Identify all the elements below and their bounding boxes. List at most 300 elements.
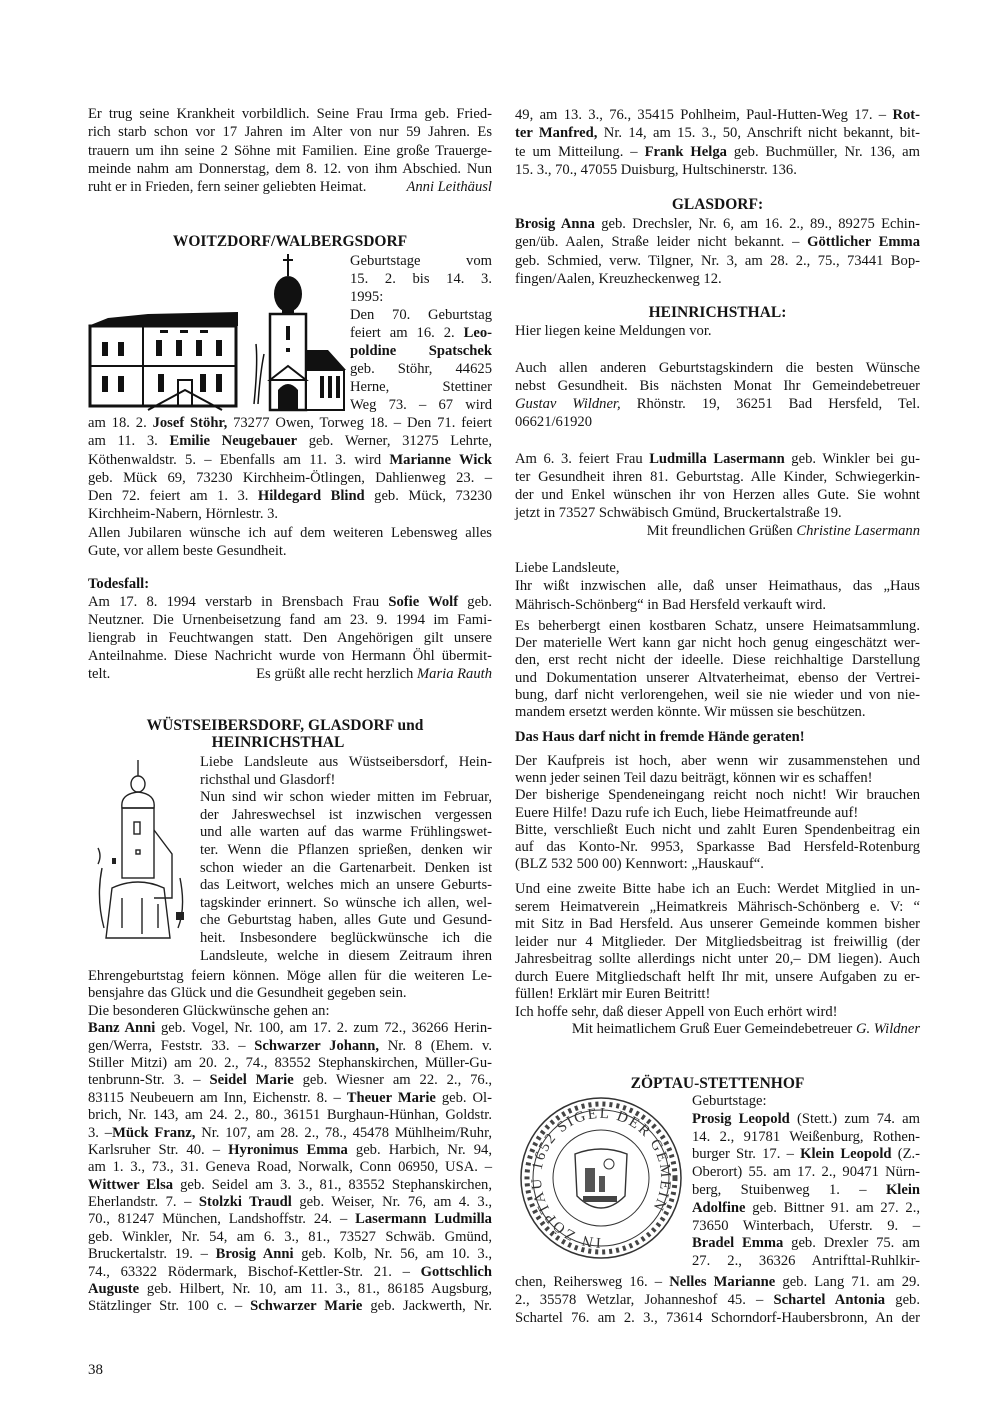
bold-name: Hildegard Blind xyxy=(257,488,365,505)
text-run: Mit heimatlichem Gruß Euer Gemeindebetreuer xyxy=(571,1021,856,1037)
text-line xyxy=(515,359,920,377)
heading-line-2: HEINRICHSTHAL xyxy=(211,734,345,751)
text-line xyxy=(350,288,492,306)
bold-name: Schartel Antonia xyxy=(773,1292,886,1308)
text-line xyxy=(515,215,920,233)
text-line xyxy=(350,342,492,360)
church-tower-sketch xyxy=(92,758,197,943)
text-run: Ich hoffe sehr, daß dieser Appell von Euch erhört wird! xyxy=(515,1003,838,1020)
text-run: bensjahre das Glück und die Gesundheit gegeben sein. xyxy=(88,985,407,1002)
text-line xyxy=(88,1194,492,1211)
text-line xyxy=(88,1229,492,1246)
text-line xyxy=(515,687,920,704)
text-run: Jahresbeitrag sollte allerdings nicht unter 20,– DM liegen). Auch xyxy=(515,951,920,967)
text-line xyxy=(515,770,920,787)
text-line xyxy=(692,1200,920,1218)
zoeptau-birthdays xyxy=(515,1273,920,1327)
text-run: ter. Wenn die Pflanzen sprießen, denken wir xyxy=(200,841,492,858)
text-line xyxy=(200,754,492,772)
section-heading-heinrichsthal: HEINRICHSTHAL: xyxy=(648,304,787,321)
text-run: Herne, Stettiner xyxy=(350,379,492,395)
text-line xyxy=(515,395,920,413)
bold-name: Brosig Anni xyxy=(215,1246,294,1263)
text-run: Ehrengeburtstag feiern können. Möge allen für die weiteren Le- xyxy=(88,968,492,984)
signature xyxy=(647,522,920,540)
text-line xyxy=(88,1125,492,1142)
text-run: meinde nahm am Donnerstag, dem 8. 12. von ihm Abschied. Nun xyxy=(88,160,492,177)
text-run: (Z.- xyxy=(891,1146,921,1163)
text-line xyxy=(88,593,492,611)
appeal-subheading: Das Haus darf nicht in fremde Hände geraten! xyxy=(515,729,805,745)
text-run: ruht er in Frieden, fern seiner geliebten Heimat. xyxy=(88,179,367,196)
text-run: und alle warten auf das warme Frühlingswet- xyxy=(200,824,492,841)
text-run: Es grüßt alle recht herzlich xyxy=(256,666,417,683)
text-run: chen, Reihersweg 16. – xyxy=(515,1274,670,1290)
text-line xyxy=(692,1111,920,1129)
text-run: der und Enkel wünschen ihr von Herzen alles Gute. Sie wohnt xyxy=(515,487,920,503)
text-run: Weg 73. – 67 wird xyxy=(350,397,492,413)
heinrichsthal-text xyxy=(515,322,920,340)
text-run: füllen! Erklärt mir Euren Beitritt! xyxy=(515,986,711,1002)
text-line xyxy=(350,324,492,342)
text-run: Mährisch-Schönberg“ in Bad Hersfeld verkauft wird. xyxy=(515,596,826,613)
text-run: Und eine zweite Bitte habe ich an Euch: Werdet Mitglied in un- xyxy=(515,881,920,897)
text-run: Er trug seine Krankheit vorbildlich. Seine Frau Irma geb. Fried- xyxy=(88,106,492,122)
text-run: 15. 2. bis 14. 3. xyxy=(350,271,492,287)
text-line xyxy=(200,789,492,807)
woitzdorf-birthday-lines xyxy=(88,414,492,560)
text-line xyxy=(88,1003,492,1020)
text-run: 27. 2., 36326 Antrifttal-Ruhlkir- xyxy=(692,1253,920,1270)
text-line xyxy=(515,1021,920,1039)
text-line xyxy=(88,524,492,542)
text-run: Mit freundlichen Grüßen xyxy=(646,523,797,539)
text-run: leider nur 4 Mitglieder. Der Mitgliedsbeitrag ist freiwillig (der xyxy=(515,933,920,950)
text-run: am 18. 2. xyxy=(88,415,153,431)
text-line xyxy=(200,842,492,860)
text-line xyxy=(200,930,492,948)
page-number: 38 xyxy=(88,1362,103,1378)
signature xyxy=(572,1021,920,1039)
village-building-church-illustration xyxy=(88,254,346,412)
text-run: Stiller Mitzi) am 20. 2., 74., 83552 Stephanskirchen, Müller-Gu- xyxy=(88,1054,492,1071)
wuestseibersdorf-greeting xyxy=(200,754,492,965)
text-run: 3. – xyxy=(88,1124,113,1141)
text-run: 74., 63322 Rödermark, Bischof-Kettler-Str. 21. – xyxy=(88,1263,421,1280)
text-run: Schartel 76. am 2. 3., 73614 Schorndorf-Haubersbronn, An der xyxy=(515,1310,920,1326)
text-line xyxy=(88,1159,492,1176)
bold-name: Wittwer Elsa xyxy=(88,1176,174,1193)
text-line xyxy=(200,895,492,913)
closing-wishes xyxy=(515,359,920,431)
text-run: geb. Drechsler, Nr. 6, am 16. 2., 89., 89275 Echin- xyxy=(594,216,920,232)
glasdorf-birthdays xyxy=(515,215,920,288)
text-run: Landsleute, welche in diesem Zeitraum ihren xyxy=(200,947,492,964)
text-run: Auch allen anderen Geburtstagskindern die besten Wünsche xyxy=(515,360,920,376)
text-run: Anteilnahme. Diese Nachricht wurde von Hermann Öhl übermit- xyxy=(88,648,492,665)
text-run: geb. Stöhr, 44625 xyxy=(350,361,492,377)
text-line xyxy=(515,805,920,822)
text-run: nebst Gesundheit. Bis nächsten Monat Ihr Gemeindebetreuer xyxy=(515,378,920,394)
heading-line-1: WÜSTSEIBERSDORF, GLASDORF und xyxy=(146,717,424,734)
text-line xyxy=(515,652,920,669)
text-run: geb. Bittner 91. am 27. 2., xyxy=(745,1199,920,1216)
text-line xyxy=(88,487,492,505)
bold-name: Prosig Leopold xyxy=(692,1110,790,1127)
text-run: Oberort) 55. am 17. 2., 90471 Nürn- xyxy=(692,1164,920,1181)
text-run: telt. xyxy=(88,666,111,683)
text-run: geb. Winkler, Nr. 54, am 6. 3., 81., 73527 Schwäb. Gmünd, xyxy=(88,1228,492,1245)
text-line xyxy=(515,839,920,856)
text-line xyxy=(515,635,920,652)
text-run: geb. Vogel, Nr. 100, am 17. 2. zum 72., 36266 Herin- xyxy=(155,1020,493,1037)
text-line xyxy=(515,124,920,142)
text-run: gen/üb. Aalen, Straße leider nicht bekannt. – xyxy=(515,234,808,251)
text-line xyxy=(515,934,920,952)
bold-name: Sofie Wolf xyxy=(388,594,459,611)
text-line xyxy=(88,105,492,123)
text-run: Eherlandstr. 7. – xyxy=(88,1194,199,1211)
text-run: Nr. 107, am 28. 2., 78., 45478 Mühlheim/Ruhr, xyxy=(195,1124,493,1141)
text-run: Nun sind wir schon wieder mitten im Februar, xyxy=(200,789,492,806)
todesfall-section xyxy=(88,575,492,683)
text-line xyxy=(200,877,492,895)
text-run: te um Mitteilung. – xyxy=(515,143,645,160)
bold-name: Auguste xyxy=(88,1281,140,1298)
text-run: Nr. 14, am 15. 3., 50, Anschrift nicht bekannt, bit- xyxy=(597,125,921,142)
text-line xyxy=(692,1235,920,1253)
text-run: (Stett.) zum 74. am xyxy=(789,1110,920,1127)
text-run: feiert am 16. 2. xyxy=(350,325,464,341)
text-line xyxy=(350,360,492,378)
text-line xyxy=(515,161,920,179)
text-line xyxy=(515,468,920,486)
text-line xyxy=(692,1129,920,1147)
text-line xyxy=(515,670,920,687)
text-run: geb. Jackwerth, Nr. xyxy=(362,1298,493,1315)
text-line xyxy=(200,772,492,790)
seal-lettering: IN ZÖPTAU 1652 SIGEL DER GEMEIN xyxy=(528,1105,674,1251)
text-run: Kirchheim-Nabern, Hörnlestr. 3. xyxy=(88,506,279,523)
text-line xyxy=(515,969,920,987)
bold-name: ter Manfred, xyxy=(515,125,598,142)
text-line xyxy=(515,787,920,804)
text-line xyxy=(88,451,492,469)
text-line xyxy=(515,951,920,969)
text-line xyxy=(515,899,920,917)
appeal-subheading-block xyxy=(515,728,920,746)
text-line xyxy=(515,1273,920,1291)
text-run: Gute, vor allem beste Gesundheit. xyxy=(88,543,287,560)
section-heading-zoeptau: ZÖPTAU-STETTENHOF xyxy=(630,1075,805,1092)
bold-name: Nelles Marianne xyxy=(669,1274,776,1290)
text-run: tagskinder erinnert. So wünsche ich allen, wel- xyxy=(200,894,492,911)
text-line xyxy=(515,704,920,721)
text-line xyxy=(88,1264,492,1281)
bold-name: Banz Anni xyxy=(88,1020,156,1037)
text-run: geb. Winkler bei gu- xyxy=(784,451,920,467)
text-run: Der Kaufpreis ist hoch, aber wenn wir zusammenstehen und xyxy=(515,753,920,769)
text-line xyxy=(515,270,920,288)
text-run: heit. Insbesondere beglückwünsche ich die xyxy=(200,929,492,946)
text-run: geb. xyxy=(458,594,492,611)
text-run: 15. 3., 70., 47055 Duisburg, Hultschinerstr. 136. xyxy=(515,161,797,178)
text-run: durch Euere Mitgliedschaft helft Ihr mit, unsere Aufgaben zu er- xyxy=(515,968,920,985)
text-line xyxy=(200,912,492,930)
text-line xyxy=(515,881,920,899)
text-run: schon wieder an die Gartenarbeit. Denken ist xyxy=(200,859,492,876)
text-line xyxy=(515,143,920,161)
text-run: bung, darf nicht verlorengehen, weil sie nie wieder und von nie- xyxy=(515,686,920,703)
text-line xyxy=(515,1309,920,1327)
text-run: geb. Wiesner am 22. 2., 76., xyxy=(293,1072,492,1089)
line-text xyxy=(88,178,366,196)
text-run: 49, am 13. 3., 76., 35415 Pohlheim, Paul-Hutten-Weg 17. – xyxy=(515,107,893,123)
text-line xyxy=(515,1291,920,1309)
text-run: Die besonderen Glückwünsche gehen an: xyxy=(88,1002,330,1019)
text-run: geb. Weiser, Nr. 76, am 4. 3., xyxy=(291,1194,492,1211)
appeal-donation xyxy=(515,753,920,873)
text-line xyxy=(515,504,920,522)
text-run: Bitte, verschließt Euch nicht und zahlt Euren Spendenbeitrag ein xyxy=(515,821,920,838)
text-line xyxy=(88,1211,492,1228)
text-run: geb. Mück, 73230 xyxy=(364,488,492,505)
text-run: geb. Ol- xyxy=(435,1089,492,1106)
signature xyxy=(406,178,492,196)
text-line xyxy=(88,1281,492,1298)
woitzdorf-birthdays xyxy=(88,414,492,560)
text-run: trauern um ihn seine 2 Söhne mit Familien. Eine große Trauerge- xyxy=(88,142,492,159)
text-run: Bruckertalstr. 19. – xyxy=(88,1246,216,1263)
text-line xyxy=(88,469,492,487)
wuestseibersdorf-birthdays xyxy=(88,968,492,1316)
text-run: berg, Stuibenweg 1. – xyxy=(692,1181,886,1198)
text-run: am 11. 3. xyxy=(88,433,170,450)
text-line xyxy=(350,306,492,324)
text-run: jetzt in 73527 Schwäbisch Gmünd, Bruckertalstraße 19. xyxy=(515,505,842,521)
text-line xyxy=(515,559,920,577)
text-line xyxy=(88,123,492,141)
text-run: Liebe Landsleute aus Wüstseibersdorf, Hein- xyxy=(200,754,492,770)
text-run: das Leitwort, welches mich an unsere Geburts- xyxy=(200,877,492,894)
text-run: Geburtstage vom xyxy=(350,253,492,269)
text-line xyxy=(88,1298,492,1315)
text-line xyxy=(88,142,492,160)
text-run: Den 70. Geburtstag xyxy=(350,307,492,323)
text-line xyxy=(692,1146,920,1164)
text-line xyxy=(350,396,492,414)
text-line xyxy=(692,1093,920,1111)
text-line xyxy=(515,822,920,839)
text-run: che Geburtstag haben, alles Gute und Gesund- xyxy=(200,912,492,929)
text-line xyxy=(515,106,920,124)
text-run: geb. xyxy=(885,1292,920,1308)
text-run: Euere Hilfe! Dazu rufe ich Euch, liebe Heimatfreunde auf! xyxy=(515,804,859,821)
appeal-membership xyxy=(515,881,920,1039)
birthdays-continued xyxy=(515,106,920,179)
bold-name: Schwarzer Marie xyxy=(250,1298,363,1315)
text-run: fingen/Aalen, Kreuzheckenweg 12. xyxy=(515,270,722,287)
text-run: Nr. 8 (Ehem. v. xyxy=(379,1037,493,1054)
appeal-intro xyxy=(515,559,920,614)
text-run: Am 6. 3. feiert Frau xyxy=(515,451,650,467)
text-run: burger Str. 17. – xyxy=(692,1146,801,1163)
text-line xyxy=(515,618,920,635)
text-run: 2., 35578 Wetzlar, Johanneshof 45. – xyxy=(515,1292,774,1308)
bold-name: Gottschlich xyxy=(420,1263,492,1280)
text-run: Den 72. feiert am 1. 3. xyxy=(88,488,258,505)
text-run: (BLZ 532 500 00) Kennwort: „Hauskauf“. xyxy=(515,856,764,873)
text-run: Karlsruher Str. 40. – xyxy=(88,1141,229,1158)
woitzdorf-side-text xyxy=(350,252,492,414)
text-line xyxy=(350,252,492,270)
text-line xyxy=(88,985,492,1002)
text-run: Stätzlinger Str. 100 c. – xyxy=(88,1298,251,1315)
section-heading-woitzdorf: WOITZDORF/WALBERGSDORF xyxy=(172,233,408,250)
text-line xyxy=(88,505,492,523)
text-run: 1995: xyxy=(350,289,384,305)
text-line xyxy=(515,450,920,468)
text-line xyxy=(515,233,920,251)
italic-text: Gustav Wildner, xyxy=(515,396,621,412)
bold-name: Hyronimus Emma xyxy=(228,1141,348,1158)
text-line xyxy=(88,178,492,196)
text-run: geb. Hilbert, Nr. 10, am 11. 3., 81., 86185 Augsburg, xyxy=(139,1281,492,1298)
text-line xyxy=(88,160,492,178)
italic-text: Christine Lasermann xyxy=(796,523,920,539)
text-run: geb. Kolb, Nr. 56, am 10. 3., xyxy=(293,1246,493,1263)
text-run: Am 17. 8. 1994 verstarb in Brensbach Frau xyxy=(88,594,389,611)
text-line xyxy=(88,611,492,629)
obituary-paragraph xyxy=(88,105,492,196)
text-line xyxy=(515,522,920,540)
lasermann-birthday xyxy=(515,450,920,540)
text-line xyxy=(88,665,492,683)
text-line xyxy=(88,1177,492,1194)
text-line xyxy=(515,753,920,770)
text-line xyxy=(200,807,492,825)
bold-name: Schwarzer Johann, xyxy=(254,1037,380,1054)
signature xyxy=(256,665,492,683)
todesfall-text xyxy=(88,593,492,683)
text-line xyxy=(200,860,492,878)
bold-name: Seidel Marie xyxy=(209,1072,294,1089)
text-line xyxy=(350,270,492,288)
text-run: der Jahreswechsel ist inzwischen vergessen xyxy=(200,806,492,823)
text-line xyxy=(515,1004,920,1022)
italic-text: Anni Leithäusl xyxy=(406,179,492,196)
text-run: rich starb schon vor 17 Jahren im Alter von nur 59 Jahren. Es xyxy=(88,124,492,141)
text-run: serem Heimatverein „Heimatkreis Mährisch-Schönberg e. V: “ xyxy=(515,898,920,915)
bold-name: Adolfine xyxy=(692,1199,746,1216)
text-line xyxy=(88,432,492,450)
bold-name: Mück Franz, xyxy=(112,1124,196,1141)
bold-name: Ludmilla Lasermann xyxy=(649,451,785,467)
italic-text: Maria Rauth xyxy=(417,666,492,683)
text-run: Rhönstr. 19, 36251 Bad Hersfeld, Tel. xyxy=(620,396,920,412)
text-line xyxy=(692,1164,920,1182)
text-run: geb. Drexler 75. am xyxy=(783,1235,920,1252)
text-line xyxy=(350,378,492,396)
text-run: geb. Buchmüller, Nr. 136, am xyxy=(726,143,920,160)
text-line xyxy=(88,1142,492,1159)
text-line xyxy=(88,414,492,432)
text-line xyxy=(692,1253,920,1271)
text-run: 73277 Owen, Torweg 18. – Den 71. feiert xyxy=(227,415,492,431)
bold-name: Leo- xyxy=(463,325,492,341)
text-line xyxy=(200,948,492,966)
bold-name: Lasermann Ludmilla xyxy=(355,1211,492,1228)
text-run: 14. 2., 91781 Weißenburg, Rothen- xyxy=(692,1128,920,1145)
text-run: auf das Konto-Nr. 9953, Sparkasse Bad Hersfeld-Rotenburg xyxy=(515,838,920,855)
text-line xyxy=(88,647,492,665)
text-line xyxy=(515,986,920,1004)
appeal-treasure xyxy=(515,618,920,721)
text-run: Ihr wißt inzwischen alle, daß unser Heimathaus, das „Haus xyxy=(515,578,920,595)
text-line xyxy=(515,486,920,504)
bold-name: Bradel Emma xyxy=(692,1235,784,1252)
text-line xyxy=(515,856,920,873)
text-line xyxy=(88,1055,492,1072)
text-line xyxy=(515,413,920,431)
bold-name: Marianne Wick xyxy=(389,451,492,468)
text-run: Es beherbergt einen kostbaren Schatz, unsere Heimatsammlung. xyxy=(515,618,920,634)
bold-name: Frank Helga xyxy=(644,143,727,160)
text-line xyxy=(515,377,920,395)
text-run: den, erst recht nicht der ideelle. Diese reichhaltige Darstellung xyxy=(515,652,920,669)
text-run: geb. Lang 71. am 29. xyxy=(775,1274,921,1290)
bold-name: Stolzki Traudl xyxy=(198,1194,292,1211)
bold-name: Klein Leopold xyxy=(800,1146,892,1163)
text-line xyxy=(515,916,920,934)
text-run: 83115 Neubeuern am Inn, Eichenstr. 8. – xyxy=(88,1089,347,1106)
bold-name: Emilie Neugebauer xyxy=(169,433,298,450)
text-run: ter Gesundheit ihren 81. Geburtstag. Alle Kinder, Schwiegerkin- xyxy=(515,469,920,485)
text-run: Der bisherige Spendeneingang reicht noch nicht! Wir brauchen xyxy=(515,787,920,804)
text-run: 06621/61920 xyxy=(515,414,593,430)
text-run: Der materielle Wert kann gar nicht hoch genug eingeschätzt wer- xyxy=(515,635,920,652)
zoeptau-side-text xyxy=(692,1093,920,1271)
text-run: gen/Werra, Feststr. 33. – xyxy=(88,1037,255,1054)
text-line xyxy=(88,1020,492,1037)
text-line xyxy=(515,577,920,595)
text-run: Liebe Landsleute, xyxy=(515,560,620,576)
text-run: und Dokumentation unserer Altvaterheimat, ebenso der Vertrei- xyxy=(515,669,920,686)
text-line xyxy=(88,1038,492,1055)
italic-text: G. Wildner xyxy=(855,1021,920,1037)
text-run: richsthal und Glasdorf! xyxy=(200,771,336,788)
text-run: brich, Nr. 143, am 24. 2., 80., 36151 Burghaun-Hünhan, Goldstr. xyxy=(88,1107,492,1124)
text-line xyxy=(88,1072,492,1089)
text-line xyxy=(200,824,492,842)
text-run: Hier liegen keine Meldungen vor. xyxy=(515,323,712,339)
text-line xyxy=(515,596,920,614)
bold-name: Rot- xyxy=(892,107,920,123)
text-run: geb. Schmied, verw. Tilgner, Nr. 3, am 28. 2., 75., 73441 Bop- xyxy=(515,252,920,269)
text-line xyxy=(88,1246,492,1263)
text-run: 73650 Winterbach, Uferstr. 9. – xyxy=(692,1217,920,1234)
text-run: mit Sitz in Bad Hersfeld. Aus unserer Gemeinde kommen bisher xyxy=(515,916,920,932)
text-line xyxy=(88,1107,492,1124)
bold-name: Göttlicher Emma xyxy=(807,234,920,251)
text-run: Geburtstage: xyxy=(692,1093,767,1109)
todesfall-heading: Todesfall: xyxy=(88,576,150,592)
text-line xyxy=(692,1182,920,1200)
text-line xyxy=(515,322,920,340)
text-run: wenn jeder seinen Teil dazu beiträgt, können wir es schaffen! xyxy=(515,770,873,787)
zoeptau-seal xyxy=(515,1096,687,1261)
bold-name: Klein xyxy=(885,1181,920,1198)
